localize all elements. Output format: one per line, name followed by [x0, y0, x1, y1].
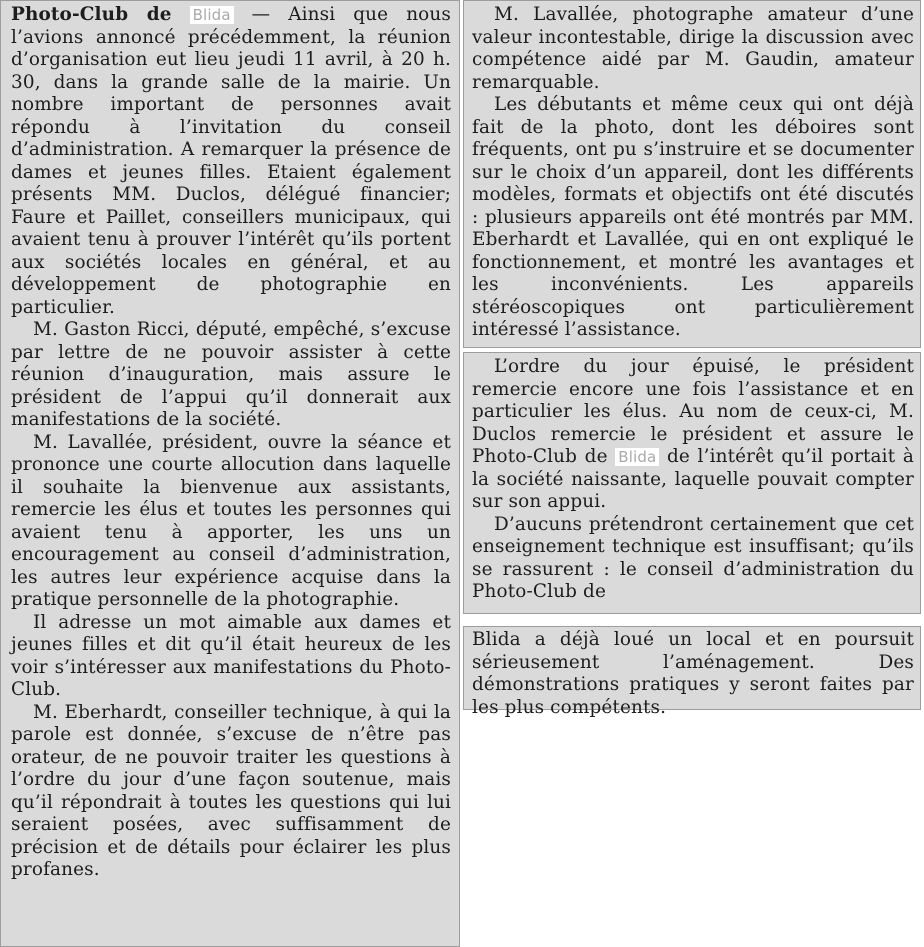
article-paragraph: [11, 4, 451, 319]
article-heading: Photo-Club de: [11, 4, 172, 25]
article-paragraph: Il adresse un mot aimable aux dames et jeunes filles et dit qu’il était heureux de les voir s’intéresser aux manifestations du Photo-Club.: [11, 611, 451, 700]
place-name-redacted: Blida: [615, 448, 659, 466]
paragraph-text: de l’intérêt qu’il portait à la société naissante, laquelle pouvait compter sur son appui.: [472, 446, 914, 512]
article-paragraph: Blida a déjà loué un local et en poursuit sérieusement l’aménagement. Des démonstrations pratiques y seront faites par les plus compétents.: [472, 629, 914, 718]
article-paragraph: M. Lavallée, président, ouvre la séance et prononce une courte allocution dans laquelle il souhaite la bienvenue aux assistants, remercie les élus et toutes les personnes qui avaient tenu à apporter, les uns un encouragement au conseil d’administration, les autres leur expérience acquise dans la pratique personnelle de la photographie.: [11, 431, 451, 610]
place-name-redacted: Blida: [190, 6, 234, 24]
paragraph-text: L’ordre du jour épuisé, le président remercie encore une fois l’assistance et en particulier les élus. Au nom de ceux-ci, M. Duclos remercie le président et assure le Photo-Club de: [472, 356, 914, 467]
article-column-right-bottom: [463, 626, 921, 718]
article-paragraph: D’aucuns prétendront certainement que cet enseignement technique est insuffisant; qu’ils se rassurent : le conseil d’administration du Photo-Club de: [472, 513, 914, 602]
article-column-left: [0, 0, 460, 947]
article-paragraph: Les débutants et même ceux qui ont déjà fait de la photo, dont les déboires sont fréquents, ont pu s’instruire et se documenter sur le choix d’un appareil, dont les différents modèles, formats et objectifs ont été discutés : plusieurs appareils ont été montrés par MM. Eberhardt et Lavallée, qui en ont expliqué le fonctionnement, et montré les avantages et les inconvénients. Les appareils stéréoscopiques ont particulièrement intéressé l’assistance.: [472, 94, 914, 340]
paragraph-text: — Ainsi que nous l’avions annoncé précédemment, la réunion d’organisation eut lieu jeudi 11 avril, à 20 h. 30, dans la grande salle de la mairie. Un nombre important de personnes avait répondu à l’invitation du conseil d’administration. A remarquer la présence de dames et jeunes filles. Etaient également présents MM. Duclos, délégué financier; Faure et Paillet, conseillers municipaux, qui avaient tenu à prouver l’intérêt qu’ils portent aux sociétés locales en général, et au développement de photographie en particulier.: [11, 4, 451, 318]
article-column-right-top: [463, 0, 921, 348]
article-paragraph: [472, 356, 914, 514]
article-paragraph: M. Lavallée, photographe amateur d’une valeur incontestable, dirige la discussion avec compétence aidé par M. Gaudin, amateur remarquable.: [472, 4, 914, 93]
article-paragraph: M. Eberhardt, conseiller technique, à qui la parole est donnée, s’excuse de n’être pas orateur, de ne pouvoir traiter les questions à l’ordre du jour d’une façon soutenue, mais qu’il répondrait à toutes les questions qui lui seraient posées, avec suffisamment de précision et de détails pour éclairer les plus profanes.: [11, 701, 451, 880]
article-column-right-middle: [463, 352, 921, 614]
article-paragraph: M. Gaston Ricci, député, empêché, s’excuse par lettre de ne pouvoir assister à cette réunion d’inauguration, mais assure le président de l’appui qu’il donnerait aux manifestations de la société.: [11, 319, 451, 430]
